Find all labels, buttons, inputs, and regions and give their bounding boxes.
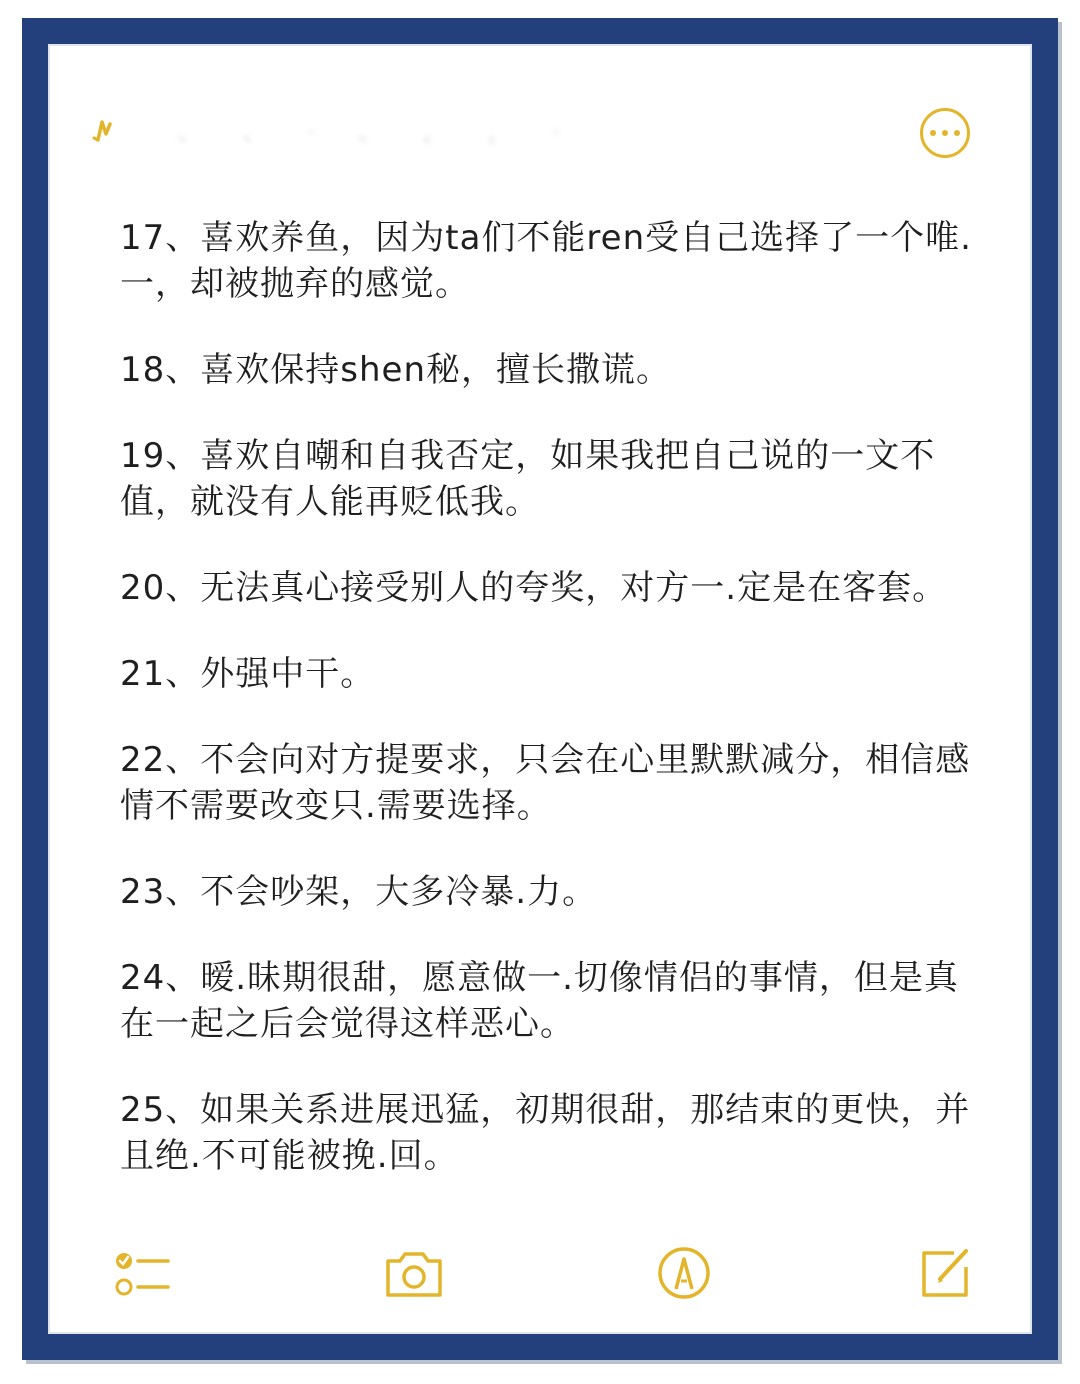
more-dot-icon <box>954 130 960 136</box>
note-item: 23、不会吵架，大多冷暴.力。 <box>120 872 598 912</box>
note-card <box>60 60 1020 1318</box>
markup-pen-icon[interactable] <box>652 1245 716 1301</box>
checklist-icon[interactable] <box>112 1245 176 1301</box>
note-item: 17、喜欢养鱼，因为ta们不能ren受自己选择了一个唯.一，却被抛弃的感觉。 <box>120 218 972 304</box>
note-item: 19、喜欢自嘲和自我否定，如果我把自己说的一文不值，就没有人能再贬低我。 <box>120 436 936 522</box>
note-header <box>60 60 1020 200</box>
bottom-toolbar <box>60 1235 1020 1305</box>
note-item: 18、喜欢保持shen秘，擅长撒谎。 <box>120 350 671 390</box>
note-item: 20、无法真心接受别人的夸奖，对方一.定是在客套。 <box>120 568 948 608</box>
note-item: 25、如果关系进展迅猛，初期很甜，那结束的更快，并且绝.不可能被挽.回。 <box>120 1090 971 1176</box>
compose-icon[interactable] <box>914 1245 978 1301</box>
more-options-button[interactable] <box>920 108 970 158</box>
note-item: 21、外强中干。 <box>120 654 376 694</box>
camera-icon[interactable] <box>382 1245 446 1301</box>
more-dot-icon <box>930 130 936 136</box>
back-chevron-icon[interactable] <box>88 112 128 152</box>
more-dot-icon <box>942 130 948 136</box>
note-body[interactable] <box>120 215 980 1219</box>
blurred-note-title: 、 、 · 、 ， ， · <box>178 121 578 146</box>
note-item: 24、暧.昧期很甜，愿意做一.切像情侣的事情，但是真在一起之后会觉得这样恶心。 <box>120 958 959 1044</box>
note-item: 22、不会向对方提要求，只会在心里默默减分，相信感情不需要改变只.需要选择。 <box>120 740 971 826</box>
